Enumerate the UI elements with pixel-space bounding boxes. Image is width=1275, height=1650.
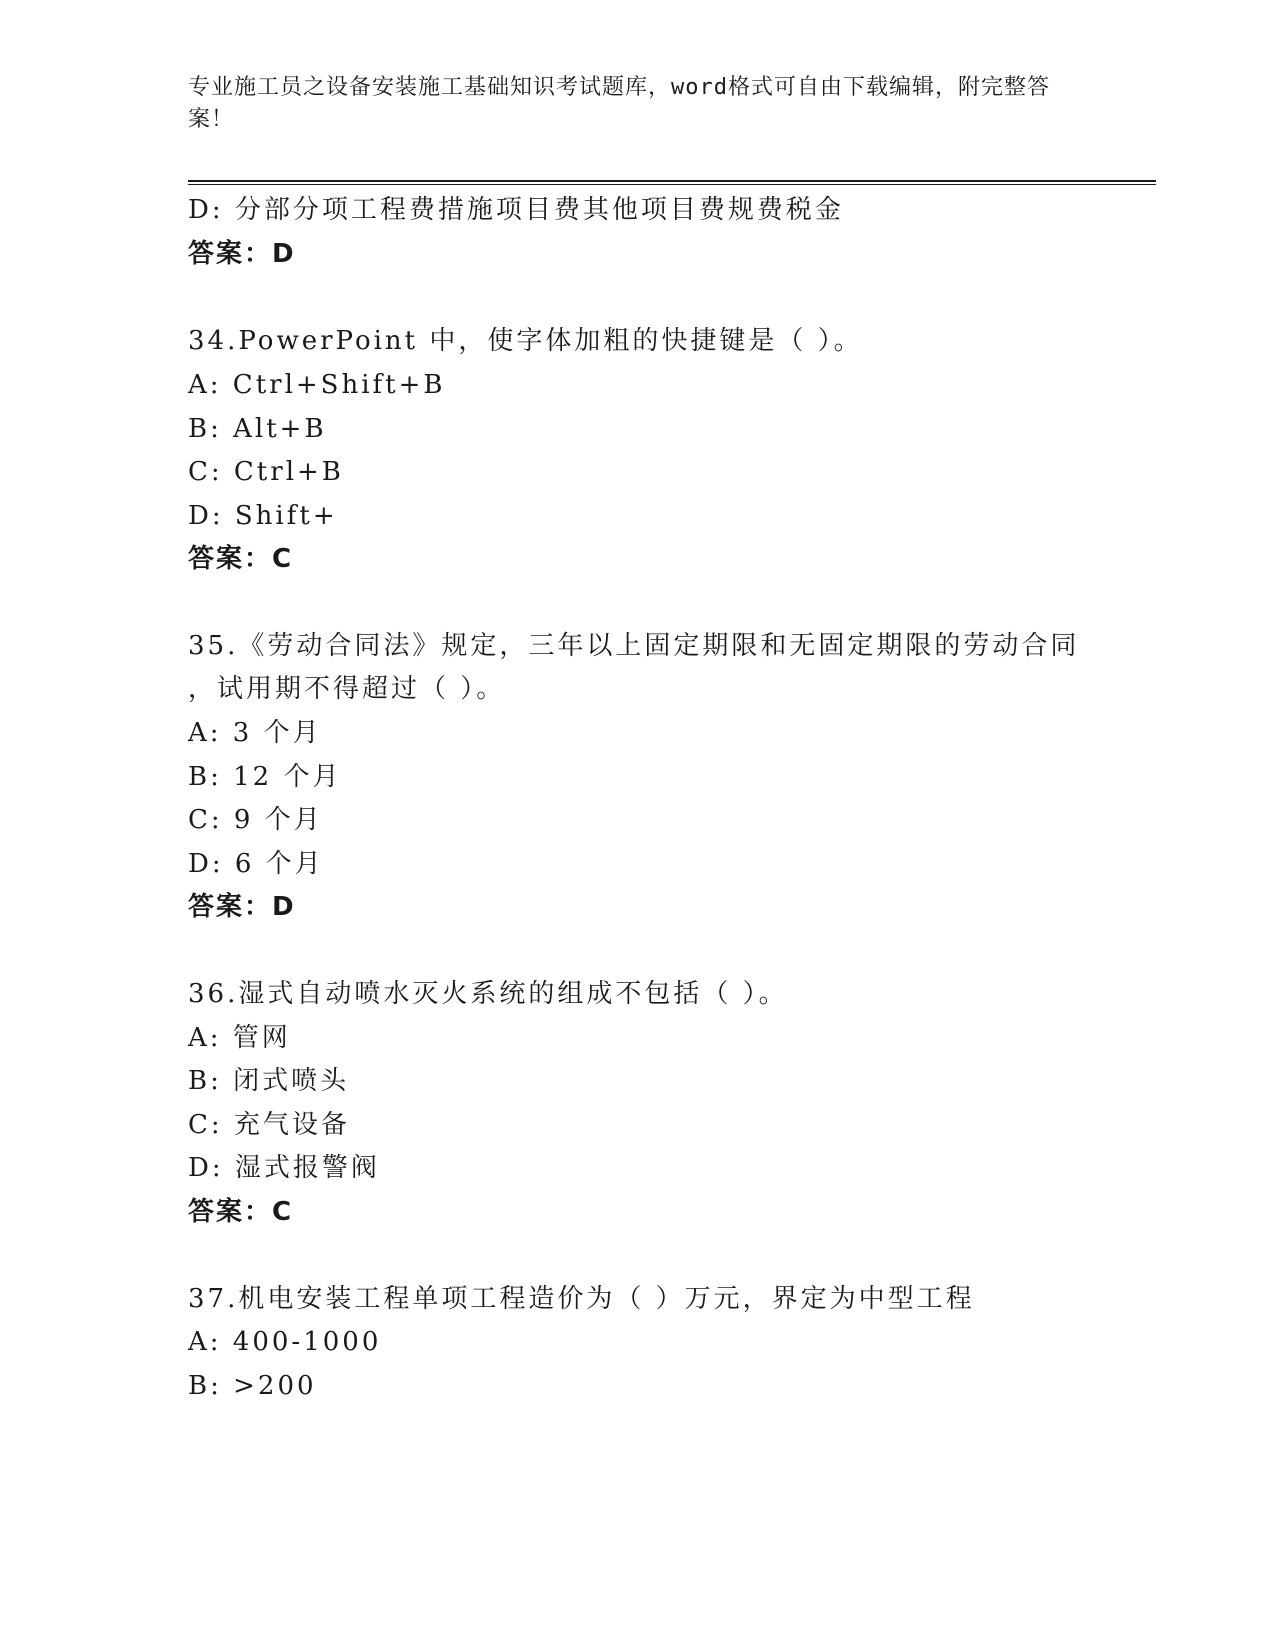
q35-option-b: B: 12 个月 xyxy=(188,762,342,792)
document-header: 专业施工员之设备安装施工基础知识考试题库，word格式可自由下载编辑，附完整答案！ xyxy=(188,75,1050,132)
q35-option-c: C: 9 个月 xyxy=(188,805,323,835)
q34-option-c: C: Ctrl+B xyxy=(188,457,344,487)
q34-question: 34.PowerPoint 中，使字体加粗的快捷键是（ ）。 xyxy=(188,326,863,356)
prev-option-d: D: 分部分项工程费措施项目费其他项目费规费税金 xyxy=(188,195,844,225)
q34-answer: 答案：C xyxy=(188,544,294,574)
q35-option-a: A: 3 个月 xyxy=(188,718,322,748)
q36-option-d: D: 湿式报警阀 xyxy=(188,1153,380,1183)
q35-question-line1: 35.《劳动合同法》规定，三年以上固定期限和无固定期限的劳动合同 xyxy=(188,631,1080,661)
q36-question: 36.湿式自动喷水灭火系统的组成不包括（ ）。 xyxy=(188,979,788,1009)
prev-answer: 答案：D xyxy=(188,239,296,269)
q35-option-d: D: 6 个月 xyxy=(188,849,324,879)
q34-option-d: D: Shift+ xyxy=(188,501,338,531)
q36-option-a: A: 管网 xyxy=(188,1023,291,1053)
q37-option-b: B: >200 xyxy=(188,1371,317,1401)
q34-option-a: A: Ctrl+Shift+B xyxy=(188,370,446,400)
q35-answer: 答案：D xyxy=(188,892,296,922)
header-divider-thin xyxy=(188,184,1156,185)
q36-answer: 答案：C xyxy=(188,1197,294,1227)
header-divider-thick xyxy=(188,180,1156,182)
q36-option-b: B: 闭式喷头 xyxy=(188,1066,350,1096)
q37-option-a: A: 400-1000 xyxy=(188,1327,382,1357)
q37-question: 37.机电安装工程单项工程造价为（ ）万元，界定为中型工程 xyxy=(188,1284,975,1314)
q36-option-c: C: 充气设备 xyxy=(188,1110,350,1140)
q34-option-b: B: Alt+B xyxy=(188,414,327,444)
q35-question-line2: ，试用期不得超过（ ）。 xyxy=(188,674,506,704)
